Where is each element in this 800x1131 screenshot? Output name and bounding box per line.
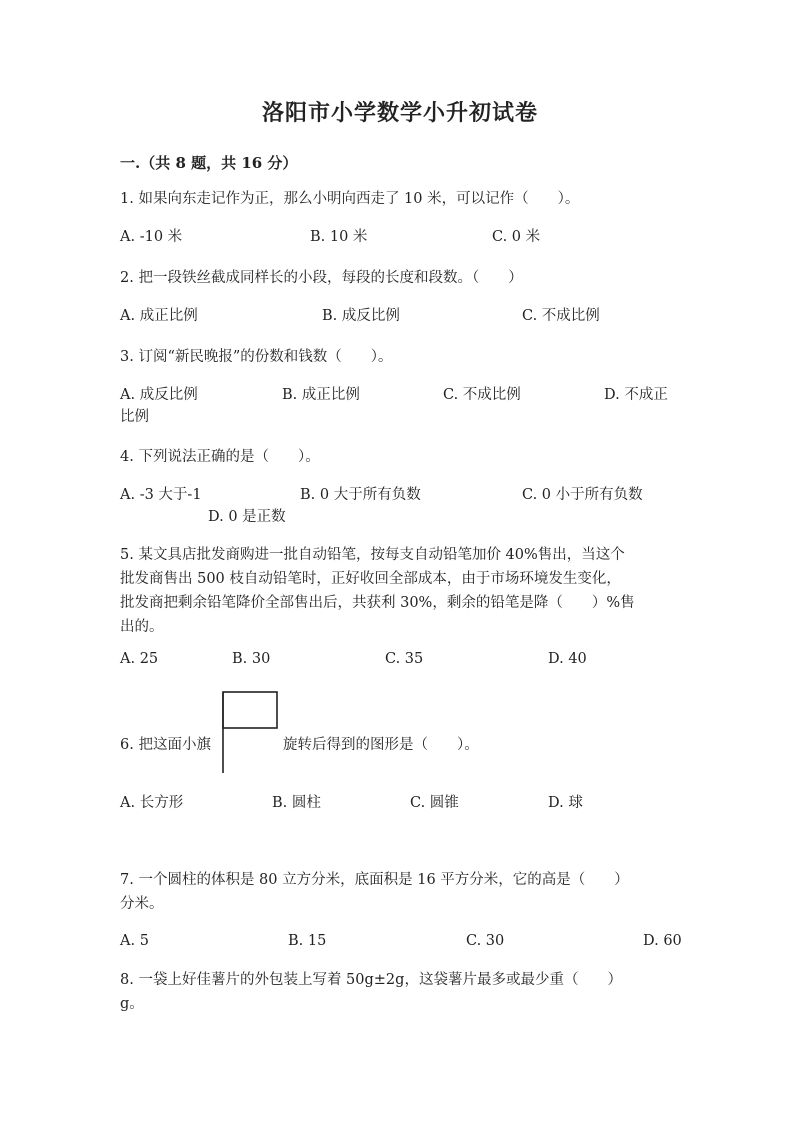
question-3-option-b: B. 成正比例 (282, 387, 360, 403)
question-5-stem (120, 543, 680, 639)
question-6-stem-after: 旋转后得到的图形是（ ）。 (283, 737, 479, 753)
question-5-option-d: D. 40 (548, 651, 587, 667)
question-4-stem: 4. 下列说法正确的是（ ）。 (120, 449, 320, 465)
question-2-stem: 2. 把一段铁丝截成同样长的小段，每段的长度和段数。（ ） (120, 270, 523, 286)
question-8-line-2: g。 (120, 996, 144, 1012)
question-6-option-a: A. 长方形 (120, 795, 184, 811)
question-6-option-c: C. 圆锥 (410, 795, 459, 811)
question-8-stem (120, 968, 680, 1016)
question-7-line-1: 7. 一个圆柱的体积是 80 立方分米，底面积是 16 平方分米，它的高是（ ） (120, 872, 629, 888)
question-4-option-c: C. 0 小于所有负数 (522, 487, 643, 503)
question-7-option-d: D. 60 (643, 933, 682, 949)
section-heading: 一.（共 8 题，共 16 分） (120, 154, 298, 172)
flag-rectangle (223, 692, 277, 728)
question-6-option-b: B. 圆柱 (272, 795, 321, 811)
question-5-line-4: 出的。 (120, 619, 164, 635)
question-3-option-a: A. 成反比例 (120, 387, 198, 403)
question-5-line-1: 5. 某文具店批发商购进一批自动铅笔，按每支自动铅笔加价 40%售出，当这个 (120, 547, 625, 563)
question-7-line-2: 分米。 (120, 896, 164, 912)
question-3-option-d: D. 不成正 (604, 387, 668, 403)
question-7-stem (120, 868, 680, 916)
question-3-option-c: C. 不成比例 (443, 387, 521, 403)
question-3-option-d-continued: 比例 (120, 409, 149, 425)
question-4-option-a: A. -3 大于-1 (120, 487, 202, 503)
question-6-option-d: D. 球 (548, 795, 583, 811)
question-5-line-2: 批发商售出 500 枝自动铅笔时，正好收回全部成本，由于市场环境发生变化， (120, 571, 621, 587)
question-2-option-b: B. 成反比例 (322, 308, 400, 324)
question-7-option-b: B. 15 (288, 933, 327, 949)
question-6-stem-before: 6. 把这面小旗 (120, 737, 211, 753)
page-title: 洛阳市小学数学小升初试卷 (261, 100, 538, 126)
question-1-stem: 1. 如果向东走记作为正，那么小明向西走了 10 米，可以记作（ ）。 (120, 191, 580, 207)
question-5-option-b: B. 30 (232, 651, 271, 667)
question-5-option-c: C. 35 (385, 651, 424, 667)
question-1-option-c: C. 0 米 (492, 229, 541, 245)
question-4-option-b: B. 0 大于所有负数 (300, 487, 421, 503)
question-5-option-a: A. 25 (120, 651, 159, 667)
question-7-option-c: C. 30 (466, 933, 505, 949)
question-5-line-3: 批发商把剩余铅笔降价全部售出后，共获利 30%，剩余的铅笔是降（ ）%售 (120, 595, 635, 611)
question-8-line-1: 8. 一袋上好佳薯片的外包装上写着 50g±2g，这袋薯片最多或最少重（ ） (120, 972, 622, 988)
question-4-option-d: D. 0 是正数 (208, 509, 286, 525)
question-3-stem: 3. 订阅“新民晚报”的份数和钱数（ ）。 (120, 349, 393, 365)
question-1-option-b: B. 10 米 (310, 229, 368, 245)
flag-figure (218, 690, 282, 776)
question-7-option-a: A. 5 (120, 933, 149, 949)
question-1-option-a: A. -10 米 (120, 229, 183, 245)
question-2-option-c: C. 不成比例 (522, 308, 600, 324)
question-2-option-a: A. 成正比例 (120, 308, 198, 324)
